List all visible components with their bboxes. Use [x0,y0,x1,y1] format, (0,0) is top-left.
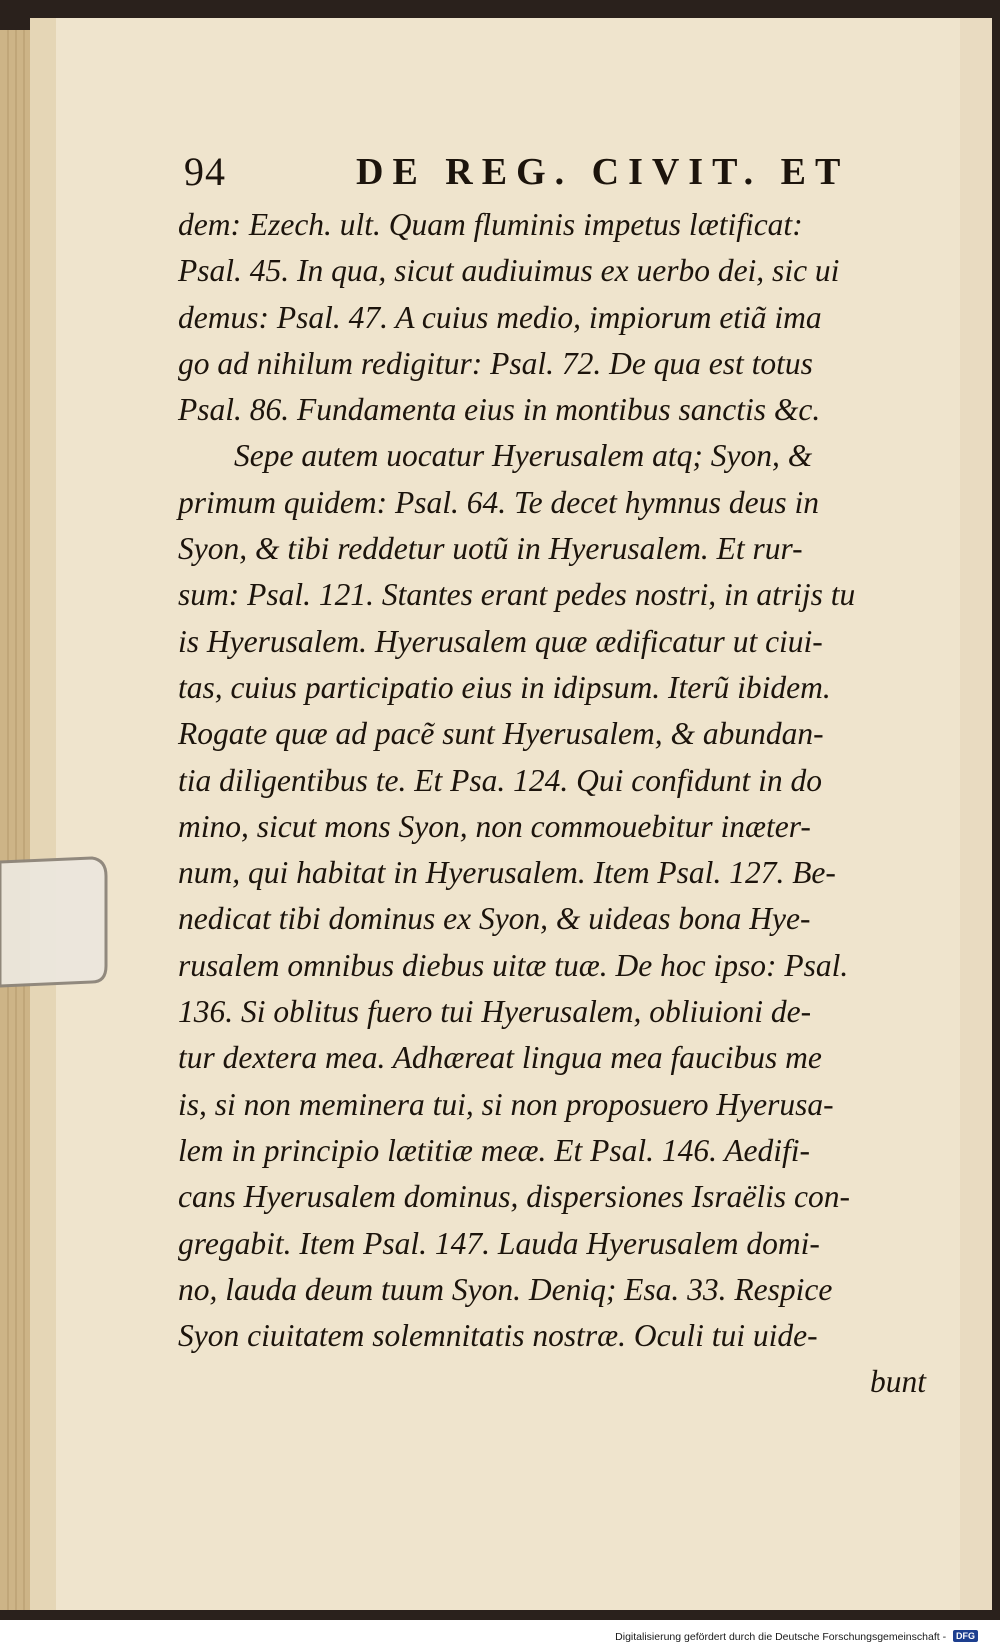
text-line: Rogate quæ ad pacẽ sunt Hyerusalem, & abundan- [178,716,824,752]
text-line: dem: Ezech. ult. Quam fluminis impetus lætificat: [178,207,803,242]
text-line: tur dextera mea. Adhæreat lingua mea faucibus me [178,1040,822,1076]
page-text-block [178,140,938,1406]
text-line: rusalem omnibus diebus uitæ tuæ. De hoc ipso: Psal. [178,947,849,983]
running-head [178,140,938,200]
text-line: mino, sicut mons Syon, non commouebitur inæter- [178,808,811,844]
text-line: sum: Psal. 121. Stantes erant pedes nostri, in atrijs tu [178,577,856,613]
credit-text: Digitalisierung gefördert durch die Deutsche Forschungsgemeinschaft - [615,1631,947,1643]
text-line: no, lauda deum tuum Syon. Deniq; Esa. 33. Respice [178,1271,833,1307]
text-line: Syon ciuitatem solemnitatis nostræ. Oculi tui uide- [178,1318,818,1354]
text-line: lem in principio lætitiæ meæ. Et Psal. 146. Aedifi- [178,1132,811,1168]
text-line: Sepe autem uocatur Hyerusalem atq; Syon, & [234,438,813,474]
text-line: Psal. 45. In qua, sicut audiuimus ex uerbo dei, sic ui [178,253,840,289]
text-line: is, si non meminera tui, si non proposuero Hyerusa- [178,1086,834,1122]
text-line: num, qui habitat in Hyerusalem. Item Psal. 127. Be- [178,855,836,891]
text-line: gregabit. Item Psal. 147. Lauda Hyerusalem domi- [178,1225,820,1261]
text-line: nedicat tibi dominus ex Syon, & uideas bona Hye- [178,901,811,937]
text-lines [178,202,938,1359]
digitization-credit [615,1630,978,1643]
header-title: DE REG. CIVIT. ET [356,151,850,193]
dfg-logo: DFG [953,1630,978,1642]
page-number: 94 [184,149,226,194]
text-line: Syon, & tibi reddetur uotũ in Hyerusalem. Et rur- [178,531,803,567]
text-line: demus: Psal. 47. A cuius medio, impiorum etiã ima [178,299,822,335]
book-clasp [0,858,106,986]
text-line: tia diligentibus te. Et Psa. 124. Qui confidunt in do [178,762,822,798]
text-line: is Hyerusalem. Hyerusalem quæ ædificatur ut ciui- [178,623,823,659]
text-line: go ad nihilum redigitur: Psal. 72. De qua est totus [178,345,813,381]
text-line: cans Hyerusalem dominus, dispersiones Israëlis con- [178,1179,850,1215]
text-line: primum quidem: Psal. 64. Te decet hymnus deus in [178,484,820,520]
text-line: tas, cuius participatio eius in idipsum. Iterũ ibidem. [178,669,831,705]
text-line: 136. Si oblitus fuero tui Hyerusalem, obliuioni de- [178,994,812,1030]
catchword: bunt [869,1364,926,1400]
text-line: Psal. 86. Fundamenta eius in montibus sanctis &c. [178,392,821,428]
